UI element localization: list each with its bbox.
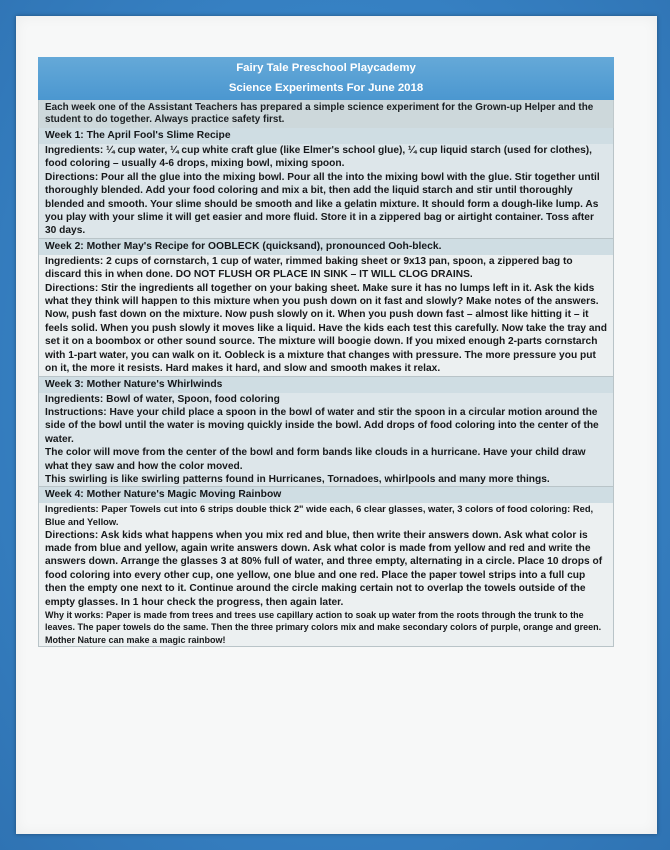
school-name: Fairy Tale Preschool Playcademy: [236, 62, 416, 74]
week-3-color-note: The color will move from the center of the bowl and form bands like clouds in a hurricane. Have your child draw what they saw and how the color moved.: [45, 447, 586, 472]
week-4-section: [38, 487, 614, 647]
week-2-directions: Directions: Stir the ingredients all together on your baking sheet. Make sure it has no lumps left in it. Ask the kids what they think will happen to this mixture when you push down on it fast and slowly? Make notes of the answers.: [45, 282, 599, 308]
week-1-directions: Directions: Pour all the glue into the mixing bowl. Pour all the into the mixing bowl with the glue. Stir together until thoroughly blended. Add your food coloring and mix a bit, then add the liquid starch and stir until thoroughly blended and smooth. Your slime should be smooth and like a gelatin mixture. It should form a dough-like lump. As you play with your slime it will get easier and more fluid. Store it in a zippered bag or airtight container. Toss after 30 days.: [45, 171, 600, 237]
week-1-section: [38, 128, 614, 239]
week-4-ingredients: Ingredients: Paper Towels cut into 6 strips double thick 2" wide each, 6 clear glasses, water, 3 colors of food coloring: Red, Blue and Yellow.: [45, 503, 594, 527]
document-header: [38, 57, 614, 100]
week-3-instructions: Instructions: Have your child place a spoon in the bowl of water and stir the spoon in a circular motion around the side of the bowl until the water is moving quickly inside the bowl. Add drops of food coloring into the center of the water.: [45, 406, 599, 445]
week-4-why-it-works: Why it works: Paper is made from trees and trees use capillary action to soak up water from the roots through the trunk to the leaves. The paper towels do the same. Then the three primary colors mix and make secondary colors of purple, orange and green. Mother Nature can make a magic rainbow!: [45, 609, 602, 645]
week-4-directions: Directions: Ask kids what happens when you mix red and blue, then write their answers down. Ask what color is made from blue and yellow, again write answers down. Ask what color is made from yellow and red and write the answers down. Arrange the glasses 3 at 80% full of water, and three empty, alternating in a circle. Place 10 drops of food coloring into every other cup, one yellow, one blue and one red. Place the paper towel strips into a full cup then the empty one next to it. Continue around the circle making certain not to overlap the towels outside of the empty glasses. In 1 hour check the progress, then again later.: [45, 529, 603, 608]
intro-text: Each week one of the Assistant Teachers has prepared a simple science experiment for the Grown-up Helper and the student to do together. Always practice safety first.: [38, 100, 614, 128]
document-title: Science Experiments For June 2018: [228, 82, 424, 94]
week-3-title: Week 3: Mother Nature's Whirlwinds: [39, 377, 613, 393]
week-3-ingredients: Ingredients: Bowl of water, Spoon, food coloring: [45, 393, 280, 405]
week-2-ingredients: Ingredients: 2 cups of cornstarch, 1 cup of water, rimmed baking sheet or 9x13 pan, spoon, a zippered bag to discard this in when done. DO NOT FLUSH OR PLACE IN SINK – IT WILL CLOG DRAINS.: [45, 255, 573, 281]
week-2-observations: Now, push fast down on the mixture. Now push slowly on it. When you push down fast – almost like hitting it – it feels solid. When you push slowly it moves like a liquid. Have the kids each test this carefully. Now take the tray and set it on a boombox or other sound source. The mixture will boogie down. If you mixed enough 2-parts cornstarch with 1-part water, you can walk on it. Oobleck is a mixture that changes with pressure. The more pressure you put on it, the more it resists. Hard makes it hard, and slow and smooth makes it relax.: [45, 309, 607, 375]
week-2-section: [38, 239, 614, 377]
week-3-section: [38, 377, 614, 488]
week-1-title: Week 1: The April Fool's Slime Recipe: [39, 128, 613, 144]
week-4-title: Week 4: Mother Nature's Magic Moving Rainbow: [39, 487, 613, 503]
experiment-document: [38, 57, 614, 647]
week-1-ingredients: Ingredients: ¼ cup water, ¼ cup white craft glue (like Elmer's school glue), ¼ cup liquid starch (used for clothes), food coloring – usually 4-6 drops, mixing bowl, mixing spoon.: [45, 145, 593, 170]
week-3-swirl-note: This swirling is like swirling patterns found in Hurricanes, Tornadoes, whirlpools and many more things.: [45, 473, 550, 485]
week-2-title: Week 2: Mother May's Recipe for OOBLECK (quicksand), pronounced Ooh-bleck.: [39, 239, 613, 255]
